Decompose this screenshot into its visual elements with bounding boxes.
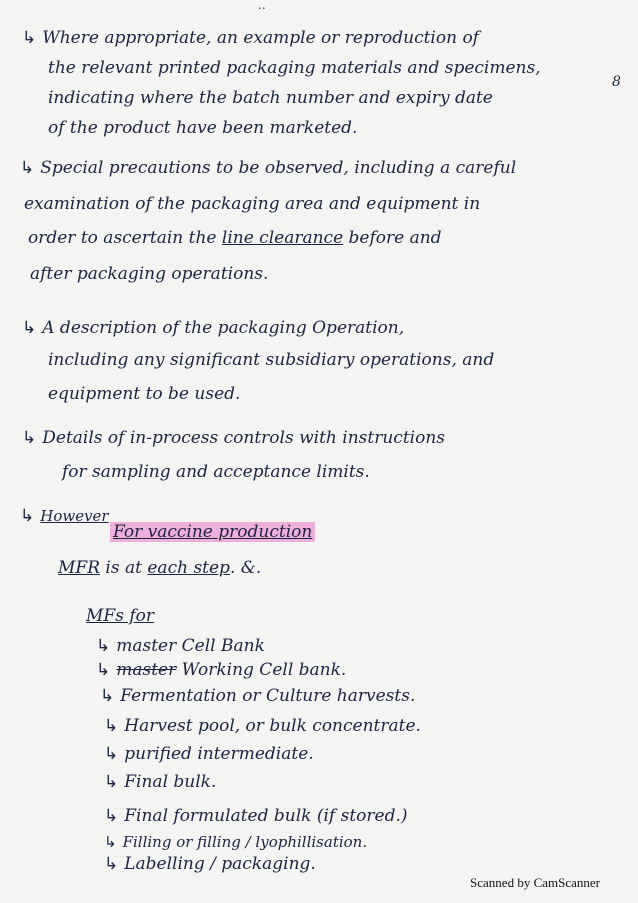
arrow-icon: ↳ — [96, 636, 111, 656]
arrow-icon: ↳ — [22, 428, 37, 448]
mfs-item-text: Labelling / packaging. — [124, 854, 316, 874]
s4-text-1: Details of in-process controls with instructions — [42, 428, 445, 448]
s2-line-1 — [20, 158, 516, 178]
arrow-icon: ↳ — [20, 158, 35, 178]
s1-line-3: indicating where the batch number and expiry date — [48, 88, 493, 108]
mfs-item-text: Fermentation or Culture harvests. — [120, 686, 416, 706]
mfs-for-text: MFs for — [86, 606, 154, 626]
s2-text-1: Special precautions to be observed, including a careful — [40, 158, 517, 178]
arrow-icon: ↳ — [22, 318, 37, 338]
page-number: 8 — [612, 74, 621, 90]
top-marks: .. — [258, 0, 266, 12]
mfr-text: MFR — [58, 558, 101, 578]
mfs-item-text: purified intermediate. — [124, 744, 314, 764]
mfs-item-6 — [104, 772, 216, 792]
mfr-end: . &. — [229, 558, 262, 578]
arrow-icon: ↳ — [20, 506, 35, 526]
arrow-icon: ↳ — [100, 686, 115, 706]
mfr-is-at: is at — [105, 558, 142, 578]
s1-text-1: Where appropriate, an example or reproduction of — [42, 28, 479, 48]
camscanner-footer: Scanned by CamScanner — [470, 875, 600, 890]
mfs-item-5 — [104, 744, 314, 764]
s3-line-2: including any significant subsidiary operations, and — [48, 350, 495, 370]
mfs-item-text: master Cell Bank — [116, 636, 265, 656]
s1-line-2: the relevant printed packaging materials and specimens, — [48, 58, 541, 78]
struck-master: master — [116, 660, 177, 680]
arrow-icon: ↳ — [104, 806, 119, 826]
s5-vaccine-line — [110, 522, 315, 542]
s2-text-3a: order to ascertain the — [28, 228, 217, 248]
arrow-icon: ↳ — [104, 772, 119, 792]
arrow-icon: ↳ — [104, 854, 119, 874]
s1-line-1 — [22, 28, 479, 48]
line-clearance-underlined: line clearance — [221, 228, 344, 248]
s5-mfs-heading — [86, 606, 154, 626]
s5-however-line — [20, 506, 109, 526]
s2-line-4: after packaging operations. — [30, 264, 269, 284]
s3-line-3: equipment to be used. — [48, 384, 241, 404]
mfs-item-1 — [96, 636, 265, 656]
s2-text-3b: before and — [348, 228, 442, 248]
s1-line-4: of the product have been marketed. — [48, 118, 358, 138]
s2-line-3 — [28, 228, 442, 248]
s3-text-1: A description of the packaging Operation, — [42, 318, 405, 338]
mfs-item-4 — [104, 716, 421, 736]
arrow-icon: ↳ — [22, 28, 37, 48]
s3-line-1 — [22, 318, 404, 338]
mfs-item-text: Filling or filling / lyophillisation. — [122, 833, 368, 851]
mfs-item-8 — [104, 832, 367, 852]
s2-line-2: examination of the packaging area and equipment in — [24, 194, 481, 214]
arrow-icon: ↳ — [104, 744, 119, 764]
however-text: However — [40, 507, 109, 525]
mfs-item-text: Working Cell bank. — [181, 660, 347, 680]
mfs-item-text: Harvest pool, or bulk concentrate. — [124, 716, 421, 736]
mfs-item-9 — [104, 854, 316, 874]
mfs-item-7 — [104, 806, 408, 826]
arrow-icon: ↳ — [104, 716, 119, 736]
each-step-underlined: each step — [147, 558, 230, 578]
arrow-icon: ↳ — [104, 833, 117, 851]
s4-line-1 — [22, 428, 445, 448]
mfs-item-text: Final bulk. — [124, 772, 217, 792]
mfs-item-2 — [96, 660, 346, 680]
s4-line-2: for sampling and acceptance limits. — [62, 462, 370, 482]
mfs-item-text: Final formulated bulk (if stored.) — [124, 806, 408, 826]
vaccine-production-highlight: For vaccine production — [110, 522, 315, 542]
mfs-item-3 — [100, 686, 415, 706]
s5-mfr-line — [58, 558, 261, 578]
arrow-icon: ↳ — [96, 660, 111, 680]
